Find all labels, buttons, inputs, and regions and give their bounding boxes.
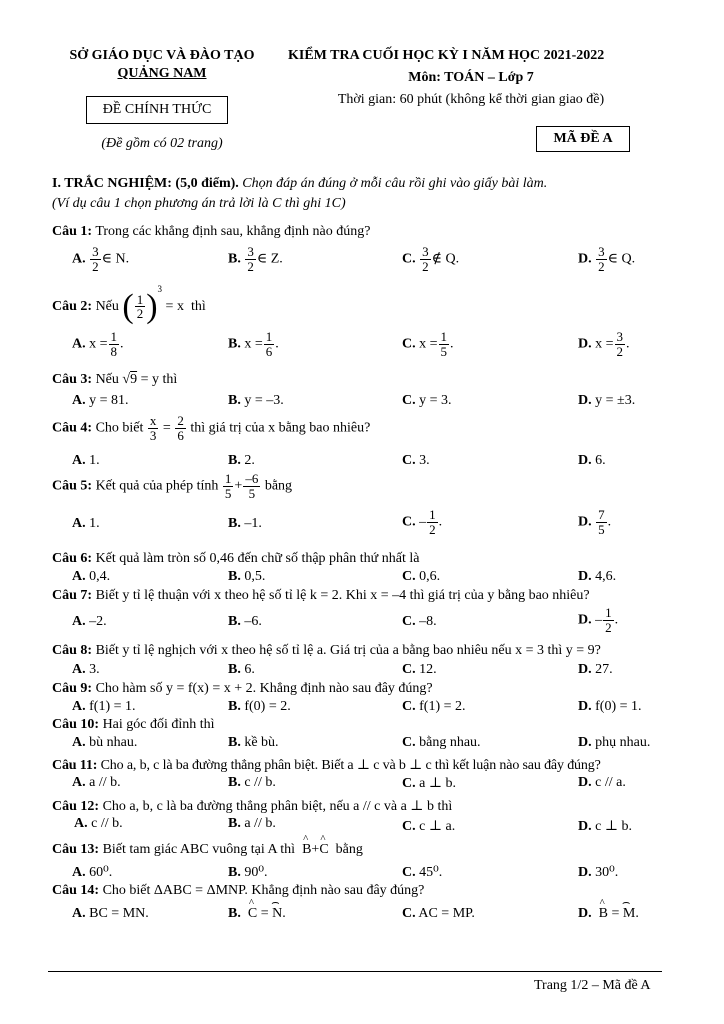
pages-note: (Đề gồm có 02 trang) xyxy=(101,136,223,151)
question-11: Câu 11: Cho a, b, c là ba đường thẳng phân biệt. Biết a ⊥ c và b ⊥ c thì kết luận nào sau đây đúng? xyxy=(52,758,601,773)
q3-option-d: D. y = ±3. xyxy=(578,393,636,408)
q9-option-c: C. f(1) = 2. xyxy=(402,699,466,714)
q10-option-b: B. kề bù. xyxy=(228,735,279,750)
question-8: Câu 8: Biết y tỉ lệ nghịch với x theo hệ số tỉ lệ a. Giá trị của a bằng bao nhiêu nếu x = 3 thì y = 9? xyxy=(52,643,601,658)
q11-option-d: D. c // a. xyxy=(578,775,626,790)
section-title-line xyxy=(52,176,547,192)
question-9: Câu 9: Cho hàm số y = f(x) = x + 2. Khẳng định nào sau đây đúng? xyxy=(52,681,433,696)
q4-option-b: B. 2. xyxy=(228,453,255,468)
question-12: Câu 12: Cho a, b, c là ba đường thẳng phân biệt, nếu a // c và a ⊥ b thì xyxy=(52,799,453,814)
q12-option-d: D. c ⊥ b. xyxy=(578,819,633,834)
q9-option-a: A. f(1) = 1. xyxy=(72,699,136,714)
q14-option-a: A. BC = MN. xyxy=(72,906,149,921)
q3-option-a: A. y = 81. xyxy=(72,393,129,408)
q14-option-c: C. AC = MP. xyxy=(402,906,475,921)
q13-option-a: A. 60⁰. xyxy=(72,865,113,880)
q1-option-a: A. $\frac{3}{2}$ ∈ N. xyxy=(72,244,130,274)
q3-option-c: C. y = 3. xyxy=(402,393,452,408)
time-line: Thời gian: 60 phút (không kể thời gian giao đề) xyxy=(337,92,605,107)
q3-option-b: B. y = –3. xyxy=(228,393,284,408)
question-13: Câu 13: Biết tam giác ABC vuông tại A thì ^ B+^ C bằng xyxy=(52,842,363,858)
q13-option-b: B. 90⁰. xyxy=(228,865,268,880)
q6-option-a: A. 0,4. xyxy=(72,569,111,584)
question-10: Câu 10: Hai góc đối đỉnh thì xyxy=(52,717,215,732)
question-2: Câu 2: Nếu ( $\frac{1}{2}$ )$^3$ = x thì xyxy=(52,284,206,325)
q4-option-c: C. 3. xyxy=(402,453,430,468)
official-exam-box: ĐỀ CHÍNH THỨC xyxy=(86,96,228,124)
q1-option-c: C. $\frac{3}{2}$ ∉ Q. xyxy=(402,244,460,274)
q9-option-b: B. f(0) = 2. xyxy=(228,699,291,714)
question-7: Câu 7: Biết y tỉ lệ thuận với x theo hệ số tỉ lệ k = 2. Khi x = –4 thì giá trị của y bằng bao nhiêu? xyxy=(52,588,590,603)
q4-option-a: A. 1. xyxy=(72,453,100,468)
q7-option-a: A. –2. xyxy=(72,614,107,629)
q5-option-c: C. – $\frac{1}{2}$ . xyxy=(402,507,443,537)
q2-option-b: B. x = $\frac{1}{6}$ . xyxy=(228,329,279,359)
q4-option-d: D. 6. xyxy=(578,453,606,468)
q5-option-b: B. –1. xyxy=(228,516,262,531)
q10-option-c: C. bằng nhau. xyxy=(402,735,481,750)
q8-option-d: D. 27. xyxy=(578,662,613,677)
footer-divider xyxy=(48,971,662,972)
q8-option-c: C. 12. xyxy=(402,662,437,677)
q13-option-c: C. 45⁰. xyxy=(402,865,443,880)
q6-option-b: B. 0,5. xyxy=(228,569,266,584)
question-label: Câu 1: xyxy=(52,224,93,239)
q8-option-a: A. 3. xyxy=(72,662,100,677)
question-4: Câu 4: Cho biết $\frac{x}{3}$ = $\frac{2}{6}$ thì giá trị của x bằng bao nhiêu? xyxy=(52,413,371,443)
q7-option-d: D. – $\frac{1}{2}$ . xyxy=(578,605,619,635)
section-example: (Ví dụ câu 1 chọn phương án trả lời là C thì ghi 1C) xyxy=(52,196,346,211)
exam-title: KIỂM TRA CUỐI HỌC KỲ I NĂM HỌC 2021-2022 xyxy=(288,48,605,63)
q7-option-c: C. –8. xyxy=(402,614,437,629)
q2-option-a: A. x = $\frac{1}{8}$ . xyxy=(72,329,124,359)
question-3: Câu 3: Nếu √9 = y thì xyxy=(52,372,178,387)
q11-option-b: B. c // b. xyxy=(228,775,276,790)
q5-option-a: A. 1. xyxy=(72,516,100,531)
department-name: SỞ GIÁO DỤC VÀ ĐÀO TẠO xyxy=(69,48,255,63)
q2-option-d: D. x = $\frac{3}{2}$ . xyxy=(578,329,630,359)
q10-option-a: A. bù nhau. xyxy=(72,735,138,750)
q1-option-d: D. $\frac{3}{2}$ ∈ Q. xyxy=(578,244,636,274)
q7-option-b: B. –6. xyxy=(228,614,262,629)
page-footer: Trang 1/2 – Mã đề A xyxy=(534,978,651,993)
q6-option-c: C. 0,6. xyxy=(402,569,441,584)
q10-option-d: D. phụ nhau. xyxy=(578,735,651,750)
question-text: Trong các khẳng định sau, khẳng định nào đúng? xyxy=(95,224,371,239)
q1-option-b: B. $\frac{3}{2}$ ∈ Z. xyxy=(228,244,283,274)
q6-option-d: D. 4,6. xyxy=(578,569,617,584)
section-instruction: Chọn đáp án đúng ở mỗi câu rồi ghi vào giấy bài làm. xyxy=(242,176,548,191)
q9-option-d: D. f(0) = 1. xyxy=(578,699,642,714)
q14-option-d: D. ^ B = ⌢ M. xyxy=(578,906,639,922)
q5-option-d: D. $\frac{7}{5}$ . xyxy=(578,507,612,537)
section-title: I. TRẮC NGHIỆM: (5,0 điểm). xyxy=(52,176,239,191)
q11-option-a: A. a // b. xyxy=(72,775,121,790)
q2-option-c: C. x = $\frac{1}{5}$ . xyxy=(402,329,454,359)
question-6: Câu 6: Kết quả làm tròn số 0,46 đến chữ số thập phân thứ nhất là xyxy=(52,551,420,566)
q14-option-b: B. ^ C = ⌢ N. xyxy=(228,906,286,922)
q12-option-a: A. c // b. xyxy=(74,816,123,831)
q8-option-b: B. 6. xyxy=(228,662,255,677)
question-14: Câu 14: Cho biết ΔABC = ΔMNP. Khẳng định nào sau đây đúng? xyxy=(52,883,425,898)
q13-option-d: D. 30⁰. xyxy=(578,865,619,880)
q12-option-c: C. c ⊥ a. xyxy=(402,819,456,834)
question-1 xyxy=(52,224,370,240)
q12-option-b: B. a // b. xyxy=(228,816,276,831)
q11-option-c: C. a ⊥ b. xyxy=(402,776,457,791)
exam-code-box: MÃ ĐỀ A xyxy=(536,126,630,152)
province-name: QUẢNG NAM xyxy=(117,66,207,81)
subject-line: Môn: TOÁN – Lớp 7 xyxy=(408,70,534,85)
question-5: Câu 5: Kết quả của phép tính $\frac{1}{5}$ + $\frac{-6}{5}$ bằng xyxy=(52,471,293,501)
